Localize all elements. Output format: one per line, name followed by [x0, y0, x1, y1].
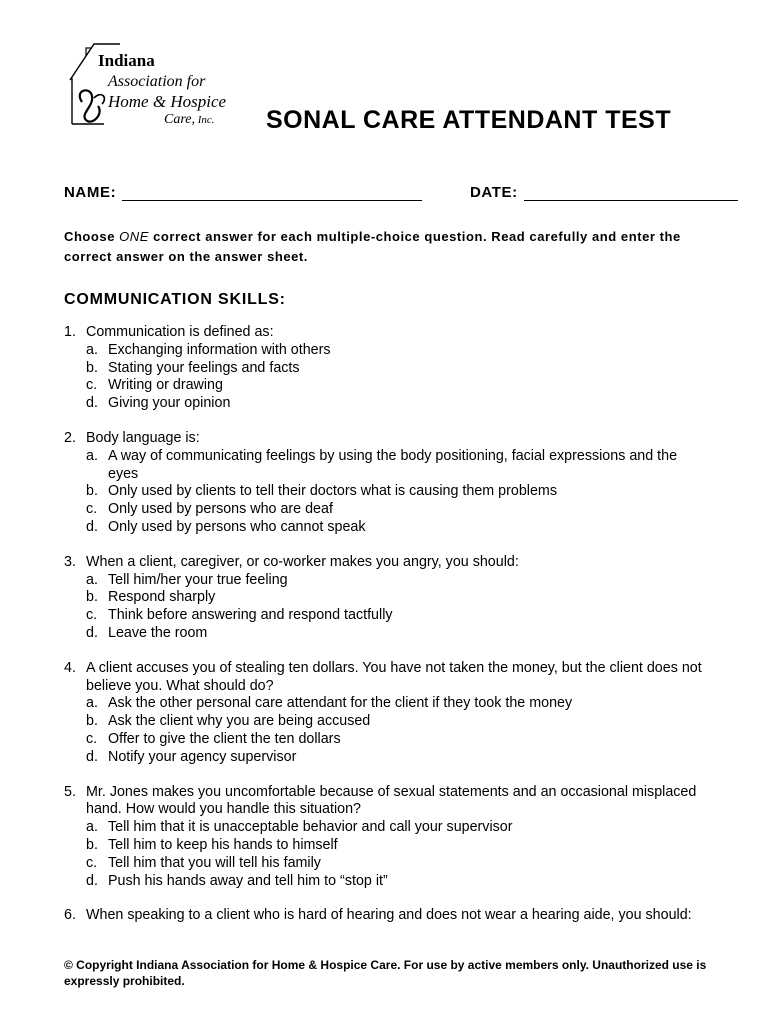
option-text: Only used by persons who cannot speak	[108, 518, 366, 535]
answer-option[interactable]	[64, 713, 704, 731]
option-text: Offer to give the client the ten dollars	[108, 730, 341, 747]
question-text: When a client, caregiver, or co-worker makes you angry, you should:	[86, 553, 519, 570]
option-text: Only used by persons who are deaf	[108, 501, 333, 518]
option-text: Exchanging information with others	[108, 341, 331, 358]
option-text: Push his hands away and tell him to “stop it”	[108, 872, 388, 889]
answer-option[interactable]	[64, 572, 704, 590]
option-letter: b.	[86, 589, 98, 606]
answer-option[interactable]	[64, 360, 704, 378]
question-item	[64, 660, 704, 767]
option-text: Respond sharply	[108, 589, 216, 606]
section-heading: COMMUNICATION SKILLS:	[64, 291, 286, 308]
answer-option[interactable]	[64, 448, 704, 484]
option-text: A way of communicating feelings by using the body positioning, facial expressions and the eyes	[108, 447, 678, 482]
option-letter: b.	[86, 483, 98, 500]
option-letter: a.	[86, 447, 98, 464]
question-item	[64, 554, 704, 643]
answer-option[interactable]	[64, 607, 704, 625]
question-number: 5.	[64, 783, 76, 800]
option-letter: a.	[86, 695, 98, 712]
organization-logo	[64, 40, 264, 126]
logo-text-line1: Indiana	[98, 51, 155, 70]
option-letter: a.	[86, 341, 98, 358]
option-letter: c.	[86, 607, 98, 624]
answer-option[interactable]	[64, 377, 704, 395]
question-number: 1.	[64, 324, 76, 340]
name-label: NAME:	[64, 184, 117, 201]
question-number: 4.	[64, 659, 76, 676]
question-item	[64, 784, 704, 891]
answer-option[interactable]	[64, 625, 704, 643]
option-letter: d.	[86, 748, 98, 765]
question-row	[64, 430, 704, 448]
option-letter: b.	[86, 713, 98, 730]
option-letter: c.	[86, 377, 98, 394]
copyright-footer: © Copyright Indiana Association for Home & Hospice Care. For use by active members only. Unauthorized use is expressly prohibited.	[64, 958, 707, 988]
answer-option[interactable]	[64, 819, 704, 837]
logo-text-inc: Inc.	[194, 114, 215, 126]
option-text: Only used by clients to tell their doctors what is causing them problems	[108, 483, 557, 500]
option-text: Ask the other personal care attendant for the client if they took the money	[108, 695, 573, 712]
option-text: Tell him that it is unacceptable behavior and call your supervisor	[108, 819, 513, 836]
answer-option[interactable]	[64, 519, 704, 537]
option-text: Giving your opinion	[108, 395, 231, 412]
option-text: Tell him that you will tell his family	[108, 854, 321, 871]
question-text: A client accuses you of stealing ten dollars. You have not taken the money, but the client does not believe you. What should do?	[86, 659, 702, 694]
question-list	[64, 324, 704, 942]
option-text: Leave the room	[108, 624, 208, 641]
option-text: Think before answering and respond tactfully	[108, 607, 393, 624]
answer-option[interactable]	[64, 501, 704, 519]
option-text: Writing or drawing	[108, 377, 223, 394]
question-item	[64, 430, 704, 537]
option-letter: c.	[86, 730, 98, 747]
option-text: Tell him to keep his hands to himself	[108, 836, 338, 853]
question-number: 2.	[64, 429, 76, 446]
question-text: When speaking to a client who is hard of hearing and does not wear a hearing aide, you should:	[86, 907, 692, 924]
answer-option[interactable]	[64, 855, 704, 873]
instructions-part2: correct answer for each multiple-choice question. Read carefully and enter the correct answer on the answer sheet.	[64, 229, 681, 264]
question-number: 3.	[64, 553, 76, 570]
date-label: DATE:	[470, 184, 518, 201]
answer-option[interactable]	[64, 395, 704, 413]
option-text: Stating your feelings and facts	[108, 359, 300, 376]
answer-option[interactable]	[64, 483, 704, 501]
answer-option[interactable]	[64, 873, 704, 891]
question-text: Body language is:	[86, 429, 200, 446]
instructions	[64, 227, 724, 267]
question-item	[64, 324, 704, 413]
date-input-line[interactable]	[524, 184, 738, 201]
option-letter: b.	[86, 836, 98, 853]
option-text: Tell him/her your true feeling	[108, 571, 288, 588]
option-letter: d.	[86, 872, 98, 889]
name-input-line[interactable]	[122, 184, 422, 201]
logo-text-line3: Home & Hospice	[108, 92, 227, 111]
logo-text-care: Care,	[164, 112, 195, 127]
option-letter: a.	[86, 571, 98, 588]
question-row	[64, 554, 704, 572]
answer-option[interactable]	[64, 731, 704, 749]
answer-option[interactable]	[64, 589, 704, 607]
question-item	[64, 907, 704, 925]
option-letter: b.	[86, 359, 98, 376]
date-field[interactable]	[470, 184, 738, 201]
logo-text-line4	[164, 113, 215, 127]
answer-option[interactable]	[64, 837, 704, 855]
question-row	[64, 784, 704, 820]
option-text: Ask the client why you are being accused	[108, 713, 371, 730]
answer-option[interactable]	[64, 342, 704, 360]
question-row	[64, 324, 704, 342]
option-letter: a.	[86, 819, 98, 836]
question-row	[64, 907, 704, 925]
answer-option[interactable]	[64, 749, 704, 767]
question-number: 6.	[64, 907, 76, 924]
option-letter: d.	[86, 518, 98, 535]
question-text: Communication is defined as:	[86, 324, 274, 340]
option-text: Notify your agency supervisor	[108, 748, 297, 765]
page-title: SONAL CARE ATTENDANT TEST	[266, 106, 672, 134]
question-row	[64, 660, 704, 696]
question-text: Mr. Jones makes you uncomfortable because of sexual statements and an occasional misplaced hand. How would you handle this situation?	[86, 783, 697, 818]
instructions-emphasis: ONE	[119, 229, 149, 244]
option-letter: d.	[86, 395, 98, 412]
option-letter: c.	[86, 501, 98, 518]
answer-option[interactable]	[64, 695, 704, 713]
option-letter: c.	[86, 854, 98, 871]
logo-text-line2: Association for	[108, 73, 206, 90]
option-letter: d.	[86, 624, 98, 641]
name-field[interactable]	[64, 184, 422, 201]
instructions-part1: Choose	[64, 229, 120, 244]
